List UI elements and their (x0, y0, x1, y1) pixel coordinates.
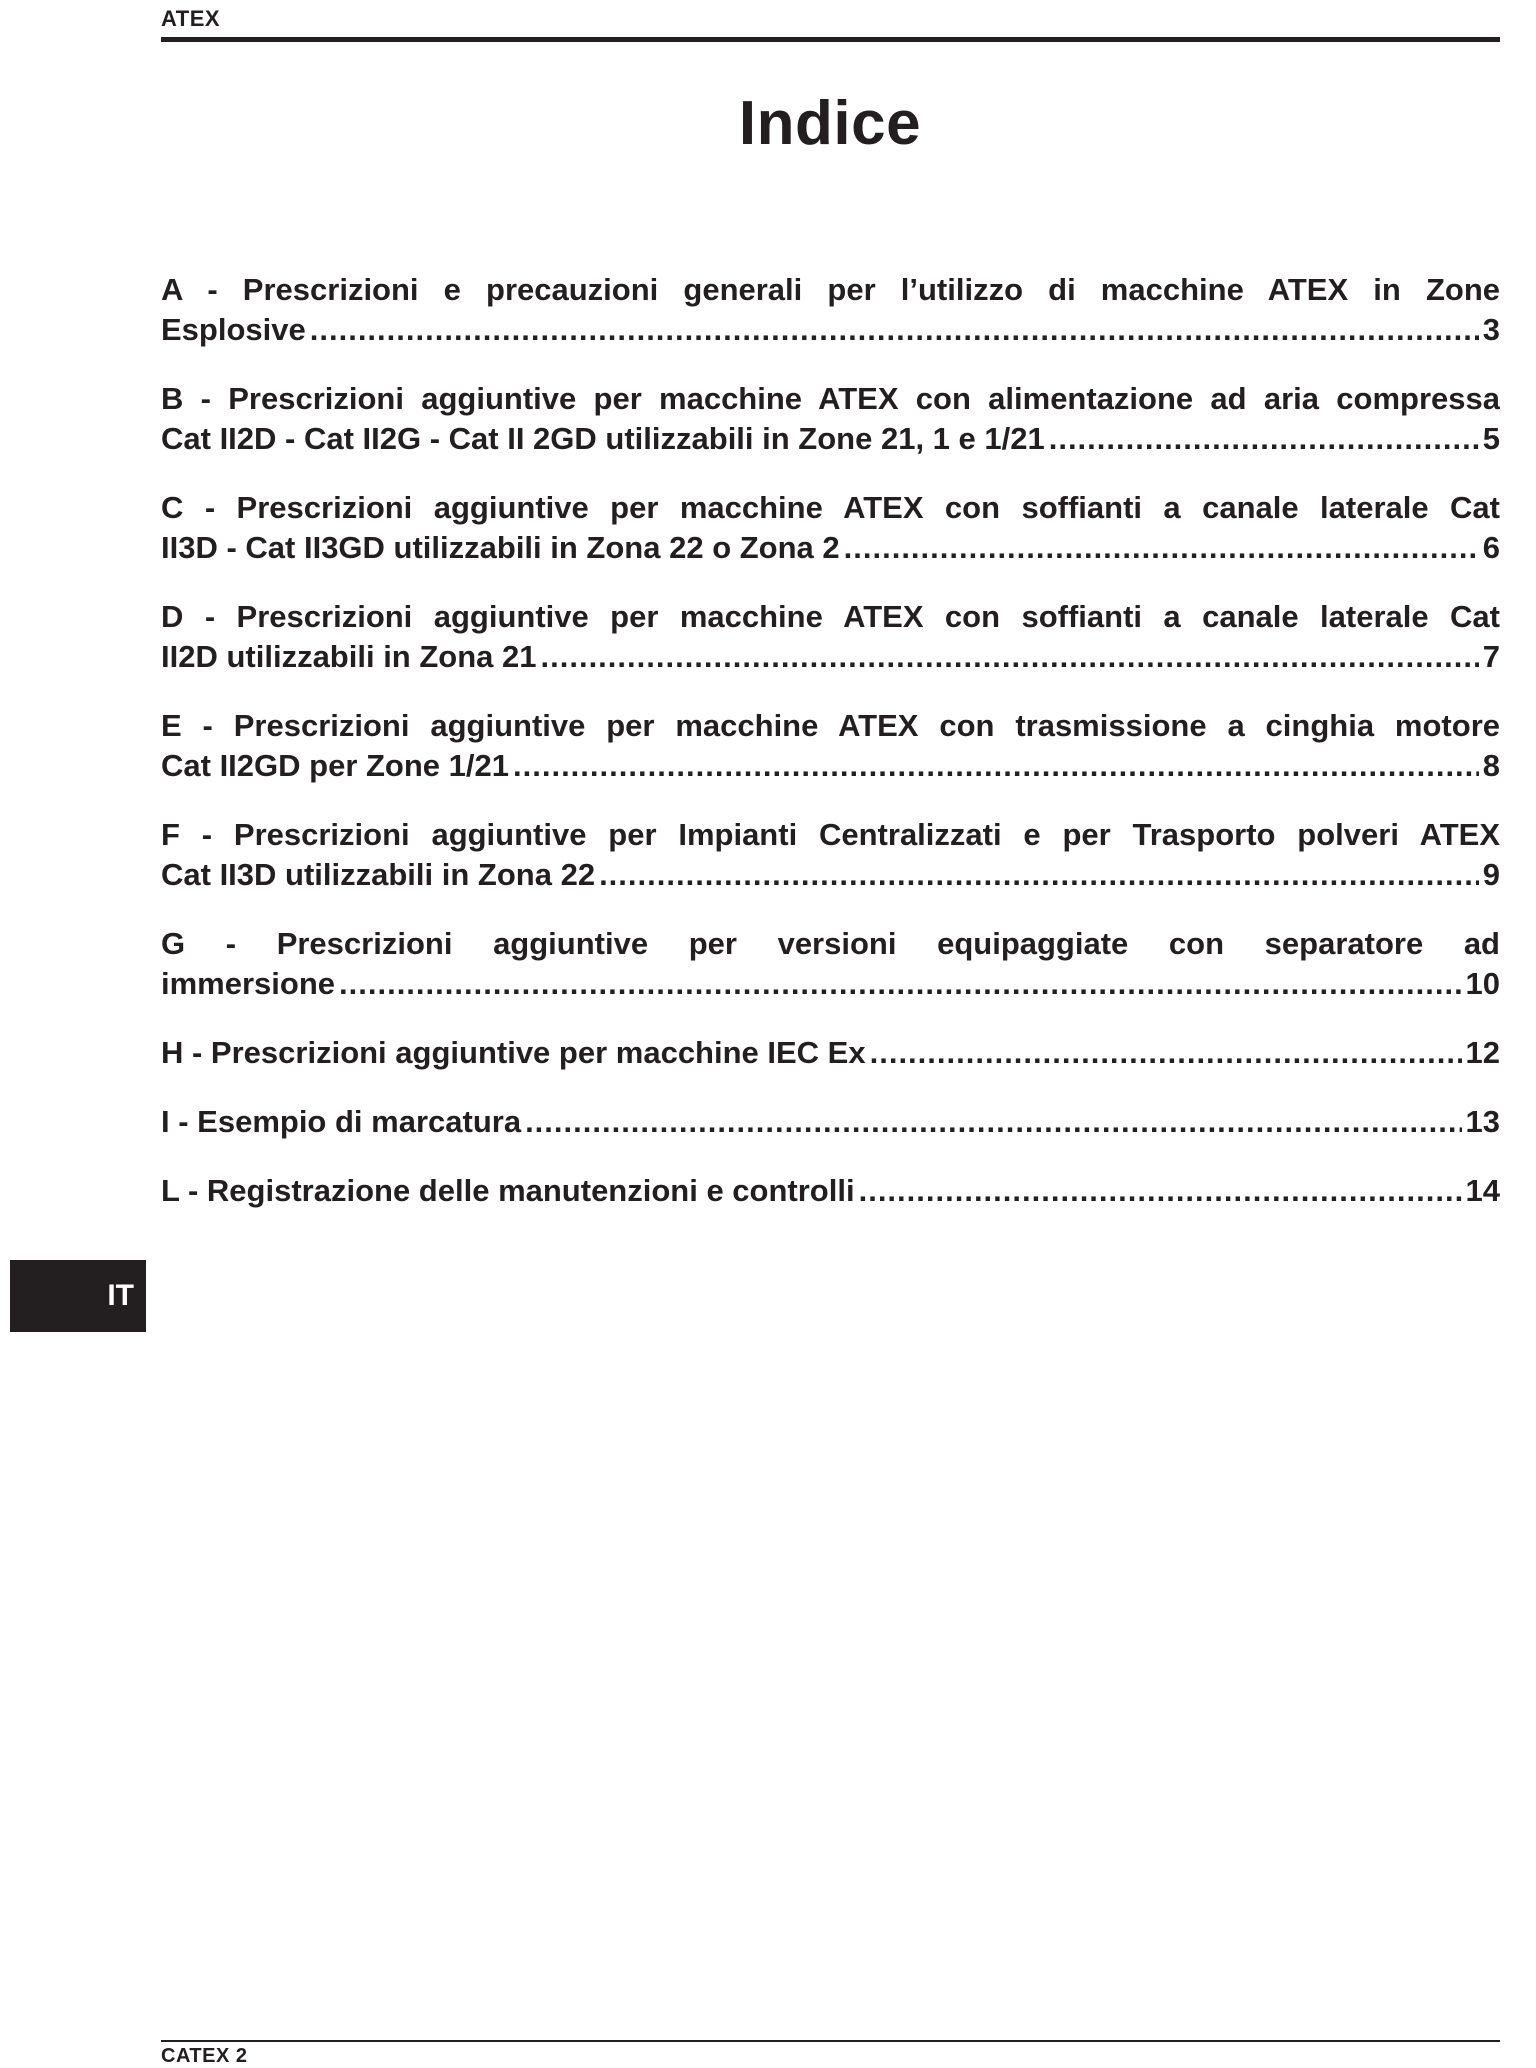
running-footer: CATEX 2 (161, 2045, 248, 2067)
table-of-contents (161, 270, 1500, 1240)
toc-entry-title-cont: II3D - Cat II3GD utilizzabili in Zona 22 o Zona 2 (161, 530, 840, 565)
toc-entry-title: L - Registrazione delle manutenzioni e controlli (161, 1173, 855, 1208)
dot-leader (339, 964, 1462, 1004)
dot-leader (525, 1102, 1461, 1142)
toc-entry-title: C - Prescrizioni aggiuntive per macchine ATEX con soffianti a canale laterale Cat (161, 490, 1500, 525)
toc-entry-l[interactable] (161, 1171, 1500, 1211)
toc-entry-i[interactable] (161, 1102, 1500, 1142)
toc-entry-title: H - Prescrizioni aggiuntive per macchine IEC Ex (161, 1035, 866, 1070)
toc-entry-title: I - Esempio di marcatura (161, 1104, 522, 1139)
toc-entry-title: E - Prescrizioni aggiuntive per macchine ATEX con trasmissione a cinghia motore (161, 708, 1500, 743)
toc-entry-title-cont: Esplosive (161, 312, 306, 347)
toc-entry-title-cont: Cat II2GD per Zone 1/21 (161, 748, 509, 783)
toc-page-number: 7 (1482, 639, 1500, 674)
toc-entry-a[interactable] (161, 270, 1500, 350)
dot-leader (310, 310, 1479, 350)
toc-page-number: 3 (1482, 312, 1500, 347)
dot-leader (844, 528, 1479, 568)
toc-page-number: 14 (1465, 1173, 1500, 1208)
footer-rule (161, 2040, 1500, 2042)
dot-leader (513, 746, 1479, 786)
toc-entry-title-cont: Cat II3D utilizzabili in Zona 22 (161, 857, 596, 892)
toc-entry-title-cont: immersione (161, 966, 336, 1001)
dot-leader (541, 637, 1479, 677)
dot-leader (1049, 419, 1479, 459)
toc-entry-title: D - Prescrizioni aggiuntive per macchine ATEX con soffianti a canale laterale Cat (161, 599, 1500, 634)
toc-page-number: 5 (1482, 421, 1500, 456)
language-tab-label: IT (107, 1279, 134, 1312)
dot-leader (599, 855, 1479, 895)
toc-entry-title-cont: Cat II2D - Cat II2G - Cat II 2GD utilizzabili in Zone 21, 1 e 1/21 (161, 421, 1045, 456)
toc-entry-title: A - Prescrizioni e precauzioni generali per l’utilizzo di macchine ATEX in Zone (161, 272, 1500, 307)
toc-entry-title: F - Prescrizioni aggiuntive per Impianti Centralizzati e per Trasporto polveri ATEX (161, 817, 1500, 852)
toc-entry-b[interactable] (161, 379, 1500, 459)
toc-entry-title: G - Prescrizioni aggiuntive per versioni equipaggiate con separatore ad (161, 926, 1500, 961)
running-header: ATEX (161, 6, 221, 31)
toc-page-number: 8 (1482, 748, 1500, 783)
toc-entry-d[interactable] (161, 597, 1500, 677)
toc-entry-c[interactable] (161, 488, 1500, 568)
header-rule (161, 37, 1500, 42)
toc-page-number: 9 (1482, 857, 1500, 892)
page-title: Indice (738, 89, 922, 158)
toc-entry-h[interactable] (161, 1033, 1500, 1073)
toc-page-number: 12 (1465, 1035, 1500, 1070)
dot-leader (859, 1171, 1462, 1211)
dot-leader (870, 1033, 1462, 1073)
toc-page-number: 10 (1465, 966, 1500, 1001)
toc-entry-f[interactable] (161, 815, 1500, 895)
language-tab (10, 1260, 146, 1332)
toc-entry-g[interactable] (161, 924, 1500, 1004)
toc-entry-title-cont: II2D utilizzabili in Zona 21 (161, 639, 537, 674)
toc-page-number: 13 (1465, 1104, 1500, 1139)
toc-page-number: 6 (1482, 530, 1500, 565)
toc-entry-e[interactable] (161, 706, 1500, 786)
toc-entry-title: B - Prescrizioni aggiuntive per macchine ATEX con alimentazione ad aria compressa (161, 381, 1500, 416)
